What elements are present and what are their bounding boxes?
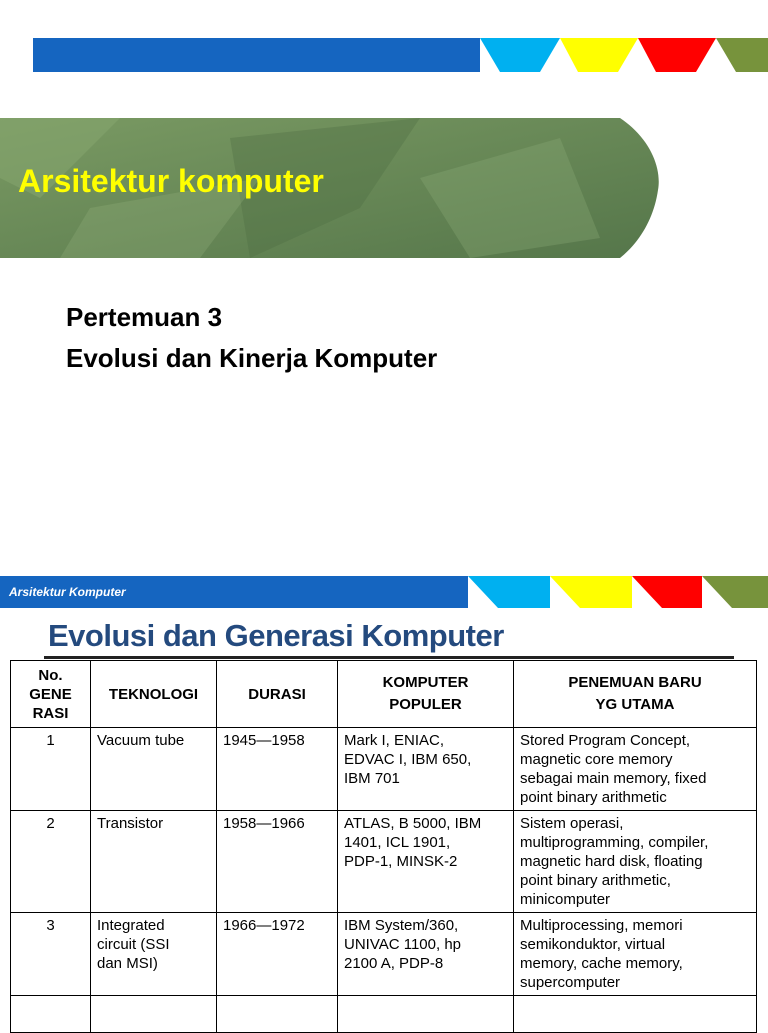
table-row — [11, 913, 757, 996]
table-header-row — [11, 661, 757, 728]
cell-no: 3 — [11, 913, 91, 996]
meeting-number: Pertemuan 3 — [66, 302, 223, 332]
cell-penemuan — [514, 728, 757, 811]
cell-empty — [338, 996, 514, 1033]
header-line: DURASI — [248, 685, 306, 703]
cell-line: sebagai main memory, fixed — [520, 770, 707, 787]
cell-line: Mark I, ENIAC, — [344, 732, 445, 749]
meeting-topic: Evolusi dan Kinerja Komputer — [66, 343, 438, 373]
slide-heading: Evolusi dan Generasi Komputer — [48, 618, 504, 653]
cell-komputer — [338, 728, 514, 811]
header-line: No. — [38, 666, 63, 684]
header-durasi — [217, 661, 338, 728]
header-line: POPULER — [389, 696, 462, 713]
header-line: KOMPUTER — [382, 674, 469, 691]
cell-no: 1 — [11, 728, 91, 811]
cell-line: magnetic core memory — [520, 751, 673, 768]
cell-line: minicomputer — [520, 891, 611, 908]
cell-teknologi — [91, 811, 217, 913]
cell-line: Transistor — [97, 815, 164, 832]
cell-komputer — [338, 811, 514, 913]
cell-durasi: 1958—1966 — [217, 811, 338, 913]
bar-green-segment — [716, 38, 768, 72]
cell-line: 1401, ICL 1901, — [344, 834, 451, 851]
header-line: TEKNOLOGI — [108, 685, 199, 703]
header-red-segment — [632, 576, 702, 608]
cell-line: Sistem operasi, — [520, 815, 624, 832]
header-penemuan-baru — [514, 661, 757, 728]
course-label: Arsitektur Komputer — [9, 585, 126, 599]
generation-table — [10, 660, 757, 1033]
bar-yellow-segment — [560, 38, 638, 72]
decorative-color-bar — [0, 38, 768, 72]
cell-line: PDP-1, MINSK-2 — [344, 853, 458, 870]
header-line: GENE — [29, 685, 72, 703]
table-row — [11, 728, 757, 811]
cell-line: IBM 701 — [344, 770, 400, 787]
header-cyan-segment — [468, 576, 550, 608]
cell-durasi: 1966—1972 — [217, 913, 338, 996]
cell-line: ATLAS, B 5000, IBM — [344, 815, 482, 832]
heading-underline — [44, 656, 734, 659]
cell-line: Vacuum tube — [97, 732, 185, 749]
header-line: PENEMUAN BARU — [568, 674, 702, 691]
cell-line: IBM System/360, — [344, 917, 459, 934]
cell-line: point binary arithmetic, — [520, 872, 671, 889]
cell-durasi: 1945—1958 — [217, 728, 338, 811]
cell-line: Stored Program Concept, — [520, 732, 691, 749]
table-row — [11, 811, 757, 913]
header-teknologi — [91, 661, 217, 728]
cell-teknologi — [91, 728, 217, 811]
cell-line: point binary arithmetic — [520, 789, 667, 806]
cell-line: 2100 A, PDP-8 — [344, 955, 444, 972]
cell-line: supercomputer — [520, 974, 621, 991]
cell-empty — [11, 996, 91, 1033]
cell-empty — [217, 996, 338, 1033]
presentation-title: Arsitektur komputer — [18, 163, 324, 199]
cell-line: multiprogramming, compiler, — [520, 834, 709, 851]
header-yellow-segment — [550, 576, 632, 608]
cell-komputer — [338, 913, 514, 996]
table-row — [11, 996, 757, 1033]
header-no-generasi — [11, 661, 91, 728]
cell-line: EDVAC I, IBM 650, — [344, 751, 472, 768]
cell-empty — [91, 996, 217, 1033]
cell-penemuan — [514, 913, 757, 996]
cell-penemuan — [514, 811, 757, 913]
cell-line: semikonduktor, virtual — [520, 936, 666, 953]
cell-line: dan MSI) — [97, 955, 158, 972]
bar-red-segment — [638, 38, 716, 72]
cell-line: magnetic hard disk, floating — [520, 853, 703, 870]
cell-line: UNIVAC 1100, hp — [344, 936, 462, 953]
cell-line: Integrated — [97, 917, 165, 934]
header-komputer-populer — [338, 661, 514, 728]
cell-line: Multiprocessing, memori — [520, 917, 683, 934]
cell-line: memory, cache memory, — [520, 955, 683, 972]
slide-2 — [0, 576, 768, 1024]
header-line: RASI — [32, 704, 69, 722]
header-green-segment — [702, 576, 768, 608]
bar-blue-segment — [33, 38, 480, 72]
bar-cyan-segment — [480, 38, 560, 72]
cell-teknologi — [91, 913, 217, 996]
cell-no: 2 — [11, 811, 91, 913]
cell-empty — [514, 996, 757, 1033]
cell-line: circuit (SSI — [97, 936, 170, 953]
header-line: YG UTAMA — [595, 696, 675, 713]
